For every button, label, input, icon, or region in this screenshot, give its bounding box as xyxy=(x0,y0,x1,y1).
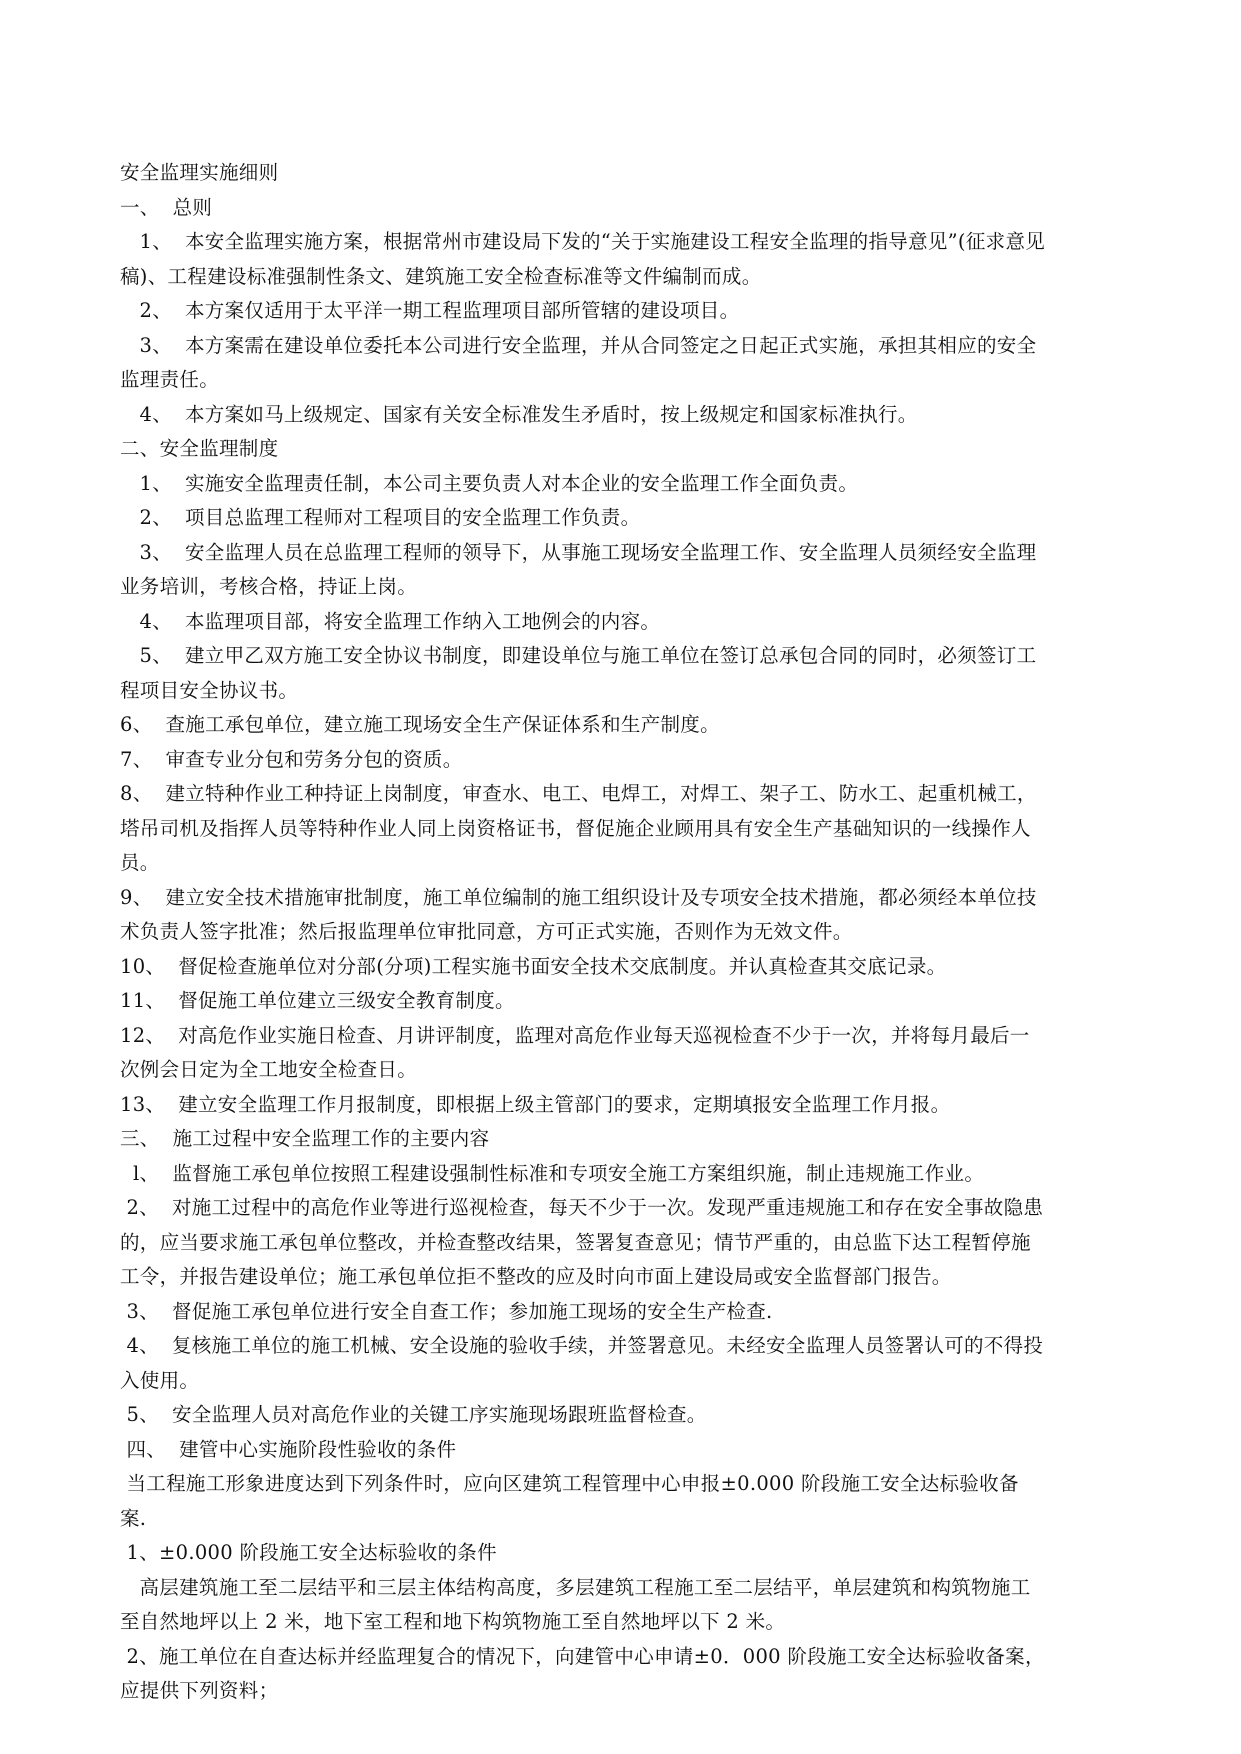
text-line: 12、 对高危作业实施日检查、月讲评制度，监理对高危作业每天巡视检查不少于一次，并将每月最后一 xyxy=(120,1023,1030,1047)
text-line: 8、 建立特种作业工种持证上岗制度，审查水、电工、电焊工，对焊工、架子工、防水工、起重机械工， xyxy=(120,782,1037,805)
text-line: 员。 xyxy=(120,851,160,874)
text-line: 2、 项目总监理工程师对工程项目的安全监理工作负责。 xyxy=(120,506,641,529)
text-line: 的，应当要求施工承包单位整改，并检查整改结果，签署复查意见；情节严重的，由总监下达工程暂停施 xyxy=(120,1230,1031,1254)
text-line: 入使用。 xyxy=(120,1368,200,1392)
text-line: 5、 安全监理人员对高危作业的关键工序实施现场跟班监督检查。 xyxy=(120,1403,707,1426)
text-line: 5、 建立甲乙双方施工安全协议书制度，即建设单位与施工单位在签订总承包合同的同时，必须签订工 xyxy=(120,644,1037,667)
text-line: 4、 本方案如马上级规定、国家有关安全标准发生矛盾时，按上级规定和国家标准执行。 xyxy=(120,402,918,426)
text-line: 3、 督促施工承包单位进行安全自查工作；参加施工现场的安全生产检查. xyxy=(120,1299,773,1323)
text-line: 工令，并报告建设单位；施工承包单位拒不整改的应及时向市面上建设局或安全监督部门报告。 xyxy=(120,1265,952,1288)
text-line: 1、 实施安全监理责任制，本公司主要负责人对本企业的安全监理工作全面负责。 xyxy=(120,471,859,495)
text-line: 9、 建立安全技术措施审批制度，施工单位编制的施工组织设计及专项安全技术措施，都必须经本单位技 xyxy=(120,885,1037,909)
text-line: 4、 复核施工单位的施工机械、安全设施的验收手续，并签署意见。未经安全监理人员签署认可的不得投 xyxy=(120,1334,1044,1357)
text-line: 案. xyxy=(120,1506,147,1530)
text-line: 安全监理实施细则 xyxy=(120,161,279,184)
text-line: 1、±0.000 阶段施工安全达标验收的条件 xyxy=(120,1541,497,1564)
text-line: 三、 施工过程中安全监理工作的主要内容 xyxy=(120,1127,490,1150)
text-line: 2、施工单位在自查达标并经监理复合的情况下，向建管中心申请±0．000 阶段施工安全达标验收备案， xyxy=(120,1644,1045,1668)
text-line: 高层建筑施工至二层结平和三层主体结构高度，多层建筑工程施工至二层结平，单层建筑和构筑物施工 xyxy=(120,1575,1031,1599)
text-line: 次例会日定为全工地安全检查日。 xyxy=(120,1058,418,1081)
text-line: 4、 本监理项目部，将安全监理工作纳入工地例会的内容。 xyxy=(120,609,661,633)
text-line: 术负责人签字批准；然后报监理单位审批同意，方可正式实施，否则作为无效文件。 xyxy=(120,920,853,943)
text-line: 塔吊司机及指挥人员等特种作业人同上岗资格证书，督促施企业顾用具有安全生产基础知识的一线操作人 xyxy=(120,816,1031,840)
text-line: 2、 对施工过程中的高危作业等进行巡视检查，每天不少于一次。发现严重违规施工和存在安全事故隐患 xyxy=(120,1196,1044,1219)
document-body xyxy=(120,156,1130,1709)
text-line: 当工程施工形象进度达到下列条件时，应向区建筑工程管理中心申报±0.000 阶段施工安全达标验收备 xyxy=(120,1472,1019,1495)
text-line: 11、 督促施工单位建立三级安全教育制度。 xyxy=(120,989,515,1012)
text-line: 二、安全监理制度 xyxy=(120,437,279,460)
text-line: 程项目安全协议书。 xyxy=(120,678,299,702)
text-line: 1、 本安全监理实施方案，根据常州市建设局下发的“关于实施建设工程安全监理的指导意见”(征求意见 xyxy=(120,230,1046,253)
text-line: l、 监督施工承包单位按照工程建设强制性标准和专项安全施工方案组织施，制止违规施工作业。 xyxy=(120,1161,985,1185)
text-line: 2、 本方案仅适用于太平洋一期工程监理项目部所管辖的建设项目。 xyxy=(120,299,740,322)
text-line: 监理责任。 xyxy=(120,368,220,391)
text-line: 10、 督促检查施单位对分部(分项)工程实施书面安全技术交底制度。并认真检查其交底记录。 xyxy=(120,954,947,978)
text-line: 稿)、工程建设标准强制性条文、建筑施工安全检查标准等文件编制而成。 xyxy=(120,264,762,288)
text-line: 6、 查施工承包单位，建立施工现场安全生产保证体系和生产制度。 xyxy=(120,713,720,736)
text-line: 至自然地坪以上 2 米，地下室工程和地下构筑物施工至自然地坪以下 2 米。 xyxy=(120,1610,786,1633)
text-line: 3、 本方案需在建设单位委托本公司进行安全监理，并从合同签定之日起正式实施，承担其相应的安全 xyxy=(120,333,1037,357)
text-line: 7、 审查专业分包和劳务分包的资质。 xyxy=(120,747,463,771)
text-line: 13、 建立安全监理工作月报制度，即根据上级主管部门的要求，定期填报安全监理工作月报。 xyxy=(120,1092,951,1116)
text-line: 四、 建管中心实施阶段性验收的条件 xyxy=(120,1437,457,1461)
text-line: 3、 安全监理人员在总监理工程师的领导下，从事施工现场安全监理工作、安全监理人员须经安全监理 xyxy=(120,540,1037,564)
text-line: 应提供下列资料； xyxy=(120,1679,279,1702)
text-line: 业务培训，考核合格，持证上岗。 xyxy=(120,575,418,598)
text-line: 一、 总则 xyxy=(120,195,213,219)
